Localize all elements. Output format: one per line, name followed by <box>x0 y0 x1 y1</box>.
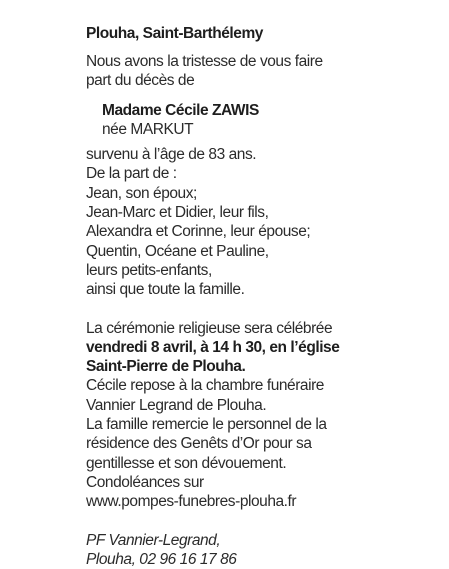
ceremony-date: vendredi 8 avril, à 14 h 30, en l’église <box>86 338 340 356</box>
family-line: leurs petits-enfants, <box>86 261 212 279</box>
ceremony-block <box>86 319 431 512</box>
family-line: Jean, son époux; <box>86 184 197 202</box>
funeral-home-signature <box>86 531 431 569</box>
family-line: De la part de : <box>86 165 177 183</box>
condolences-label: Condoléances sur <box>86 473 204 491</box>
notice-heading: Plouha, Saint-Barthélemy <box>86 25 263 42</box>
family-line: Alexandra et Corinne, leur épouse; <box>86 223 311 241</box>
intro-text <box>86 52 431 91</box>
ceremony-detail: gentillesse et son dévouement. <box>86 454 287 472</box>
ceremony-intro: La cérémonie religieuse sera célébrée <box>86 319 333 337</box>
deceased-block <box>86 101 431 140</box>
ceremony-detail: résidence des Genêts d’Or pour sa <box>86 435 312 453</box>
condolences-website: www.pompes-funebres-plouha.fr <box>86 493 297 511</box>
ceremony-place: Saint-Pierre de Plouha. <box>86 358 246 376</box>
intro-line: Nous avons la tristesse de vous faire <box>86 53 323 70</box>
family-line: Quentin, Océane et Pauline, <box>86 242 269 260</box>
family-line: ainsi que toute la famille. <box>86 281 245 299</box>
ceremony-detail: Cécile repose à la chambre funéraire <box>86 377 324 395</box>
ceremony-detail: La famille remercie le personnel de la <box>86 416 327 434</box>
obituary-notice <box>86 22 431 569</box>
family-line: Jean-Marc et Didier, leur fils, <box>86 204 269 222</box>
deceased-name: Madame Cécile ZAWIS <box>102 101 259 119</box>
funeral-home-name: PF Vannier-Legrand, <box>86 531 221 549</box>
ceremony-detail: Vannier Legrand de Plouha. <box>86 396 267 414</box>
family-list <box>86 145 431 299</box>
family-line: survenu à l’âge de 83 ans. <box>86 146 257 164</box>
deceased-maiden-name: née MARKUT <box>102 120 194 138</box>
intro-line: part du décès de <box>86 72 195 90</box>
funeral-home-phone: Plouha, 02 96 16 17 86 <box>86 550 237 568</box>
